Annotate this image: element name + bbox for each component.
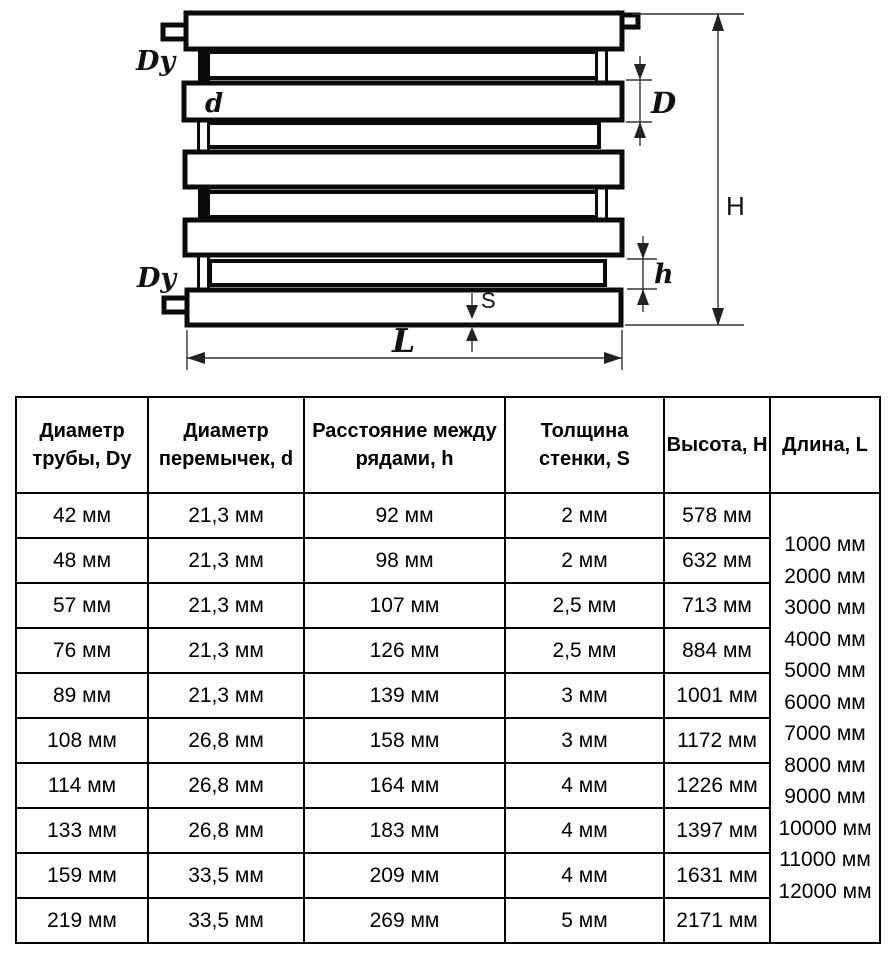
label-Dy-bottom: Dy [137, 263, 177, 294]
table-row [16, 763, 880, 808]
cell-s: 2 мм [505, 493, 664, 538]
jumper-solid-left [198, 185, 210, 222]
header-line: Расстояние между [312, 420, 497, 442]
cell-d: 21,3 мм [148, 673, 304, 718]
jumper-right [597, 47, 607, 85]
cell-h: 209 мм [304, 853, 505, 898]
dim-D-arrow-up [634, 122, 646, 138]
length-value: 3000 мм [784, 596, 866, 619]
col-header-jumper-diameter [148, 397, 304, 493]
dim-H-arrow-down [712, 308, 724, 326]
cell-height: 2171 мм [664, 898, 770, 943]
cell-s: 5 мм [505, 898, 664, 943]
table-row [16, 493, 880, 538]
cell-d: 21,3 мм [148, 538, 304, 583]
col-header-length [770, 397, 880, 493]
dim-S-arrow-up [466, 327, 478, 341]
label-h: h [654, 259, 674, 290]
cell-height: 1172 мм [664, 718, 770, 763]
length-value: 6000 мм [784, 690, 866, 714]
header-line: перемычек, d [158, 448, 294, 470]
col-header-pipe-diameter [16, 397, 148, 493]
length-value: 5000 мм [784, 659, 866, 682]
cell-s: 3 мм [505, 718, 664, 763]
length-value: 10000 мм [778, 816, 872, 840]
length-value: 7000 мм [784, 722, 866, 745]
dim-D-arrow-down [634, 64, 646, 80]
jumper-solid-left [198, 47, 210, 85]
main-pipe-1 [186, 13, 622, 49]
cell-h: 126 мм [304, 628, 505, 673]
cell-dy: 76 мм [16, 628, 148, 673]
header-line: рядами, h [355, 448, 454, 470]
table-row [16, 583, 880, 628]
cell-dy: 48 мм [16, 538, 148, 583]
cell-dy: 42 мм [16, 493, 148, 538]
main-pipe-3 [185, 152, 622, 187]
cell-s: 2,5 мм [505, 628, 664, 673]
cell-dy: 219 мм [16, 898, 148, 943]
col-header-row-spacing [304, 397, 505, 493]
col-header-wall-thickness [505, 397, 664, 493]
header-line: Высота, H [666, 434, 768, 456]
length-options [771, 494, 879, 942]
cell-h: 183 мм [304, 808, 505, 853]
dim-h-arrow-down [637, 243, 649, 259]
cell-dy: 159 мм [16, 853, 148, 898]
header-line: стенки, S [539, 448, 630, 470]
cell-s: 4 мм [505, 853, 664, 898]
cell-h: 164 мм [304, 763, 505, 808]
back-pipe [208, 123, 599, 147]
cell-d: 21,3 мм [148, 583, 304, 628]
main-pipe-4 [185, 220, 622, 255]
cell-d: 26,8 мм [148, 763, 304, 808]
table-row [16, 628, 880, 673]
cell-s: 4 мм [505, 808, 664, 853]
cell-dy: 57 мм [16, 583, 148, 628]
length-value: 2000 мм [784, 564, 866, 588]
cell-d: 33,5 мм [148, 853, 304, 898]
cell-d: 26,8 мм [148, 718, 304, 763]
header-line: Толщина [540, 420, 629, 442]
dim-L-arrow-right [604, 352, 622, 364]
back-pipe [207, 52, 604, 78]
dimensions-table [15, 396, 881, 944]
back-pipe [210, 261, 605, 285]
col-header-height [664, 397, 770, 493]
label-S: S [481, 288, 496, 313]
length-value: 9000 мм [784, 785, 866, 808]
cell-length-merged [770, 493, 880, 943]
cell-height: 1397 мм [664, 808, 770, 853]
cell-dy: 133 мм [16, 808, 148, 853]
cell-h: 98 мм [304, 538, 505, 583]
cell-height: 1001 мм [664, 673, 770, 718]
header-line: Диаметр [39, 420, 125, 442]
table-row [16, 538, 880, 583]
label-L: L [392, 321, 416, 360]
table-row [16, 718, 880, 763]
label-Dy-top: Dy [136, 46, 176, 77]
cell-s: 3 мм [505, 673, 664, 718]
length-value: 11000 мм [779, 848, 871, 871]
header-line: Длина, L [782, 434, 868, 456]
header-row [16, 397, 880, 493]
jumper-left [199, 253, 209, 292]
cell-d: 21,3 мм [148, 493, 304, 538]
cell-h: 269 мм [304, 898, 505, 943]
label-D: D [651, 86, 677, 120]
dim-h-arrow-up [637, 289, 649, 305]
cell-s: 2,5 мм [505, 583, 664, 628]
table-row [16, 898, 880, 943]
cell-d: 21,3 мм [148, 628, 304, 673]
header-line: Диаметр [183, 420, 269, 442]
cell-h: 107 мм [304, 583, 505, 628]
cell-d: 26,8 мм [148, 808, 304, 853]
dim-H-arrow-up [712, 13, 724, 31]
cell-height: 632 мм [664, 538, 770, 583]
cell-s: 4 мм [505, 763, 664, 808]
back-pipe [207, 192, 604, 217]
jumper-right [597, 185, 607, 223]
main-pipe-2 [184, 83, 622, 120]
dim-L-arrow-left [187, 352, 205, 364]
cell-h: 139 мм [304, 673, 505, 718]
label-d: d [205, 89, 224, 119]
cell-height: 578 мм [664, 493, 770, 538]
cell-height: 713 мм [664, 583, 770, 628]
cell-height: 1226 мм [664, 763, 770, 808]
table-row [16, 673, 880, 718]
cell-dy: 114 мм [16, 763, 148, 808]
table-row [16, 853, 880, 898]
table-row [16, 808, 880, 853]
cell-d: 33,5 мм [148, 898, 304, 943]
length-value: 8000 мм [784, 753, 866, 777]
cell-h: 158 мм [304, 718, 505, 763]
cell-h: 92 мм [304, 493, 505, 538]
pipe-register-diagram [0, 0, 888, 392]
length-value: 1000 мм [784, 533, 866, 556]
main-pipe-5 [187, 290, 621, 325]
cell-height: 884 мм [664, 628, 770, 673]
pipe-register-drawing [0, 0, 888, 392]
cell-dy: 89 мм [16, 673, 148, 718]
cell-height: 1631 мм [664, 853, 770, 898]
label-H: H [726, 191, 745, 221]
cell-dy: 108 мм [16, 718, 148, 763]
length-value: 4000 мм [784, 627, 866, 651]
header-line: трубы, Dy [32, 448, 132, 470]
length-value: 12000 мм [778, 879, 872, 903]
cell-s: 2 мм [505, 538, 664, 583]
